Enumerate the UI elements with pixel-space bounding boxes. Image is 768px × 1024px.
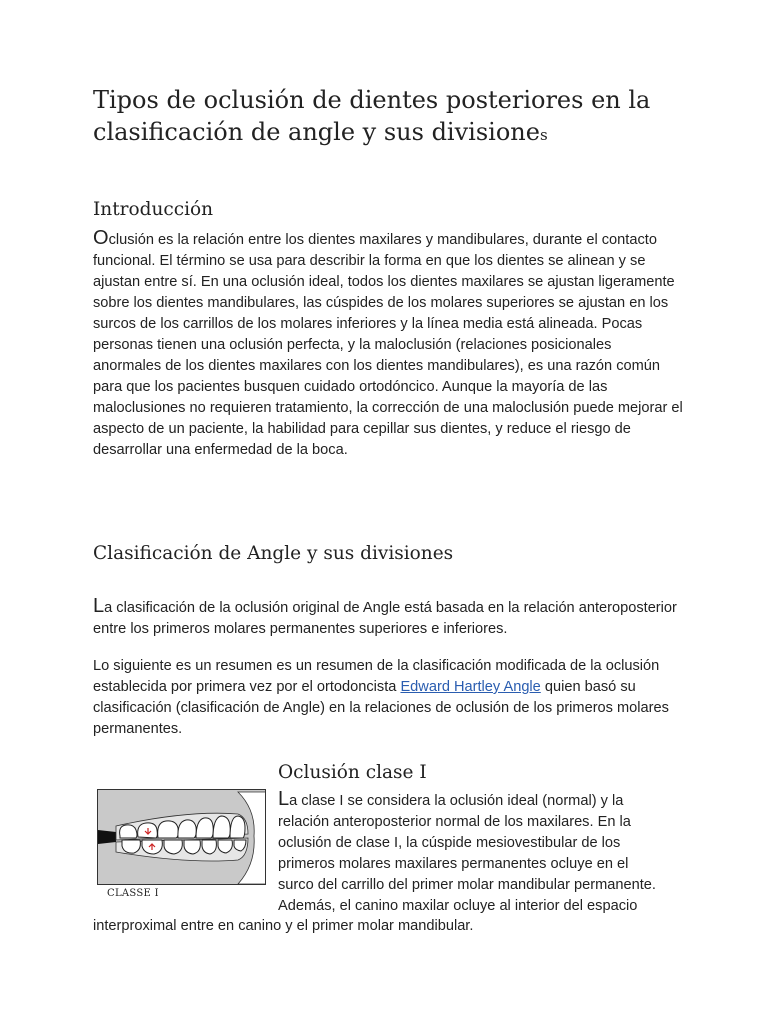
figure-caption: CLASSE I (107, 888, 159, 899)
class-i-line: surco del carrillo del primer molar mandibular permanente. (278, 877, 656, 893)
class-i-dropcap: L (278, 788, 290, 810)
class-i-paragraph-last-line: interproximal entre en canino y el primer molar mandibular. (93, 918, 474, 934)
section-heading-introduccion: Introducción (93, 199, 214, 220)
intro-body: clusión es la relación entre los dientes maxilares y mandibulares, durante el contacto funcional. El término se usa para describir la forma en que los dientes se alinean y se ajustan entre sí. En una oclusión ideal, todos los dientes maxilares se ajustan ligeramente sobre los dientes mandibulares, las cúspides de los molares superiores se ajustan en los surcos de los carrillos de los molares inferiores y la línea media está alineada. Pocas personas tienen una oclusión perfecta, y la maloclusión (relaciones posicionales anormales de los dientes maxilares con los dientes mandibulares), es una razón común para que los pacientes busquen cuidado ortodóncico. Aunque la mayoría de las maloclusiones no requieren tratamiento, la corrección de una maloclusión puede mejorar el aspecto de un paciente, la habilidad para cepillar sus dientes, y reduce el riesgo de desarrollar una enfermedad de la boca. (93, 232, 683, 458)
section-heading-oclusion-clase-i: Oclusión clase I (278, 762, 427, 783)
class-i-line: primeros molares maxilares permanentes ocluye en el (278, 856, 629, 872)
document-title-main: Tipos de oclusión de dientes posteriores en la clasificación de angle y sus divisione (93, 86, 651, 146)
angle-paragraph-2 (93, 656, 683, 740)
angle-paragraph-1-body: a clasificación de la oclusión original de Angle está basada en la relación anteroposterior entre los primeros molares permanentes superiores e inferiores. (93, 600, 677, 637)
class-i-line: relación anteroposterior normal de los maxilares. En la (278, 814, 631, 830)
class-i-occlusion-illustration (97, 789, 266, 885)
angle-paragraph-2-after: quien basó su clasificación (clasificación de Angle) en la relaciones de oclusión de los primeros molares permanentes. (93, 679, 669, 737)
document-title-trailing: s (539, 126, 548, 144)
angle-dropcap: L (93, 595, 105, 617)
section-heading-clasificacion: Clasificación de Angle y sus divisiones (93, 543, 454, 564)
angle-paragraph-1 (93, 596, 683, 640)
intro-dropcap: O (93, 227, 109, 249)
class-i-line: oclusión de clase I, la cúspide mesiovestibular de los (278, 835, 621, 851)
teeth-diagram (98, 790, 266, 885)
class-i-line: Además, el canino maxilar ocluye al interior del espacio (278, 898, 638, 914)
document-title (93, 84, 693, 151)
edward-hartley-angle-link[interactable]: Edward Hartley Angle (400, 679, 541, 695)
class-i-line: a clase I se considera la oclusión ideal (normal) y la (289, 793, 624, 809)
intro-paragraph (93, 228, 683, 461)
angle-paragraph-2-before: Lo siguiente es un resumen es un resumen de la clasificación modificada de la oclusión establecida por primera vez por el ortodoncista (93, 658, 660, 695)
class-i-paragraph (278, 789, 678, 917)
